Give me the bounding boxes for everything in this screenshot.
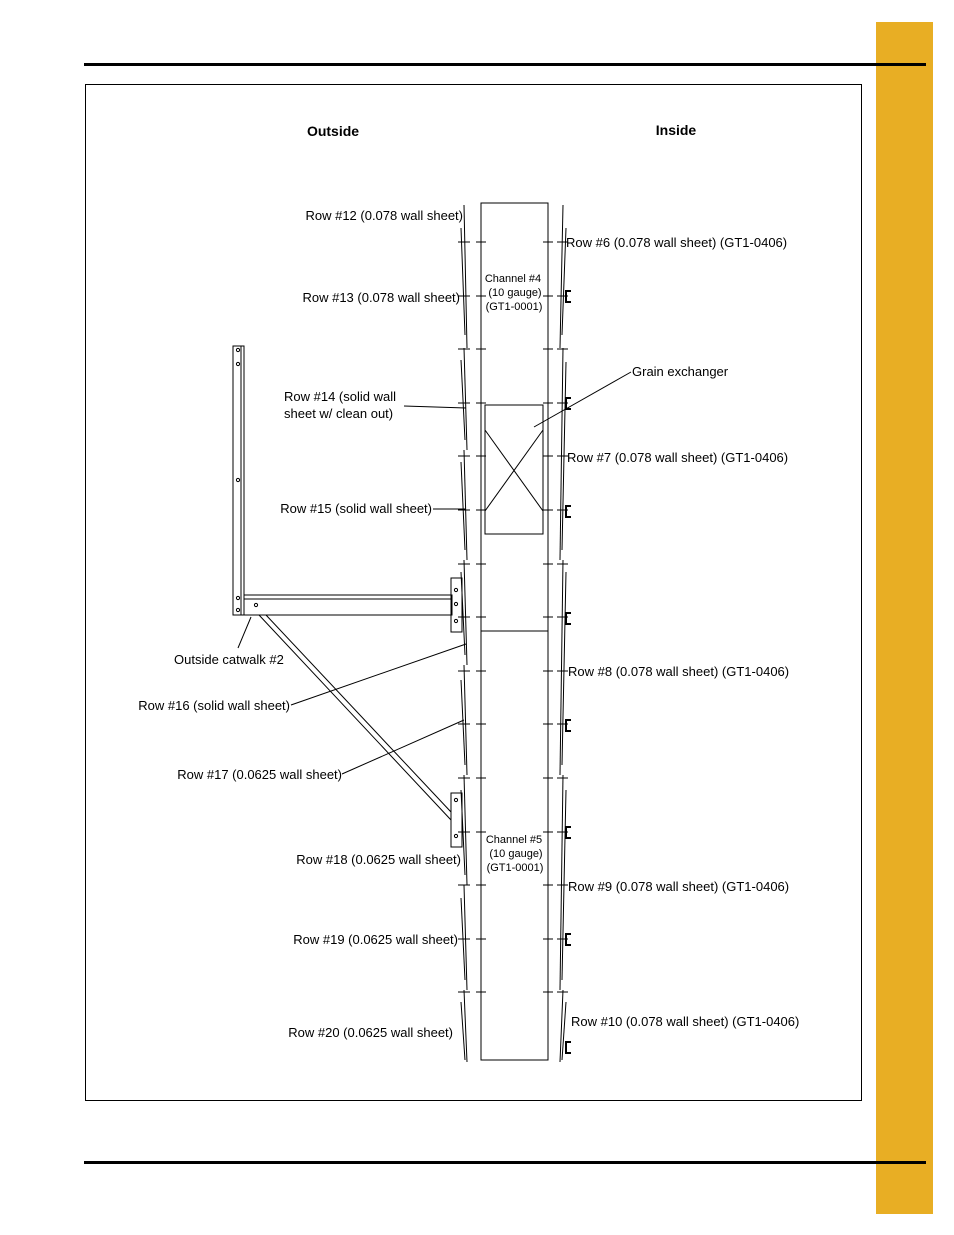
row-14-label-line2: sheet w/ clean out)	[284, 406, 394, 421]
outside-wall-sheets	[461, 205, 467, 1062]
row-17-label: Row #17 (0.0625 wall sheet)	[177, 767, 342, 782]
catwalk-label: Outside catwalk #2	[174, 652, 284, 667]
row-9-label: Row #9 (0.078 wall sheet) (GT1-0406)	[568, 879, 790, 894]
bolt-ticks	[458, 242, 568, 992]
row-14-label-line1: Row #14 (solid wall	[284, 389, 396, 404]
row-13-label: Row #13 (0.078 wall sheet)	[302, 290, 460, 305]
row-7-label: Row #7 (0.078 wall sheet) (GT1-0406)	[567, 450, 789, 465]
grain-exchanger-box	[485, 405, 543, 534]
grain-exchanger-label: Grain exchanger	[632, 364, 729, 379]
row-18-label: Row #18 (0.0625 wall sheet)	[296, 852, 461, 867]
channel-5-label-line2: (10 gauge)	[489, 848, 543, 860]
row-19-label: Row #19 (0.0625 wall sheet)	[293, 932, 458, 947]
inside-header: Inside	[655, 122, 697, 138]
channel-5-label-line1: Channel #5	[485, 834, 543, 846]
row-15-label: Row #15 (solid wall sheet)	[280, 501, 432, 516]
center-channel	[481, 203, 548, 1060]
row-8-label: Row #8 (0.078 wall sheet) (GT1-0406)	[568, 664, 790, 679]
row-6-label: Row #6 (0.078 wall sheet) (GT1-0406)	[566, 235, 788, 250]
channel-5-label-line3: (GT1-0001)	[486, 862, 544, 874]
row-16-label: Row #16 (solid wall sheet)	[138, 698, 290, 713]
channel-4-label-line3: (GT1-0001)	[485, 301, 543, 313]
row-20-label: Row #20 (0.0625 wall sheet)	[288, 1025, 453, 1040]
row-10-label: Row #10 (0.078 wall sheet) (GT1-0406)	[571, 1014, 800, 1029]
channel-4-label-line1: Channel #4	[484, 273, 542, 285]
row-12-label: Row #12 (0.078 wall sheet)	[305, 208, 463, 223]
leader-lines	[238, 372, 631, 774]
outside-header: Outside	[306, 123, 360, 139]
channel-4-label-line2: (10 gauge)	[488, 287, 542, 299]
